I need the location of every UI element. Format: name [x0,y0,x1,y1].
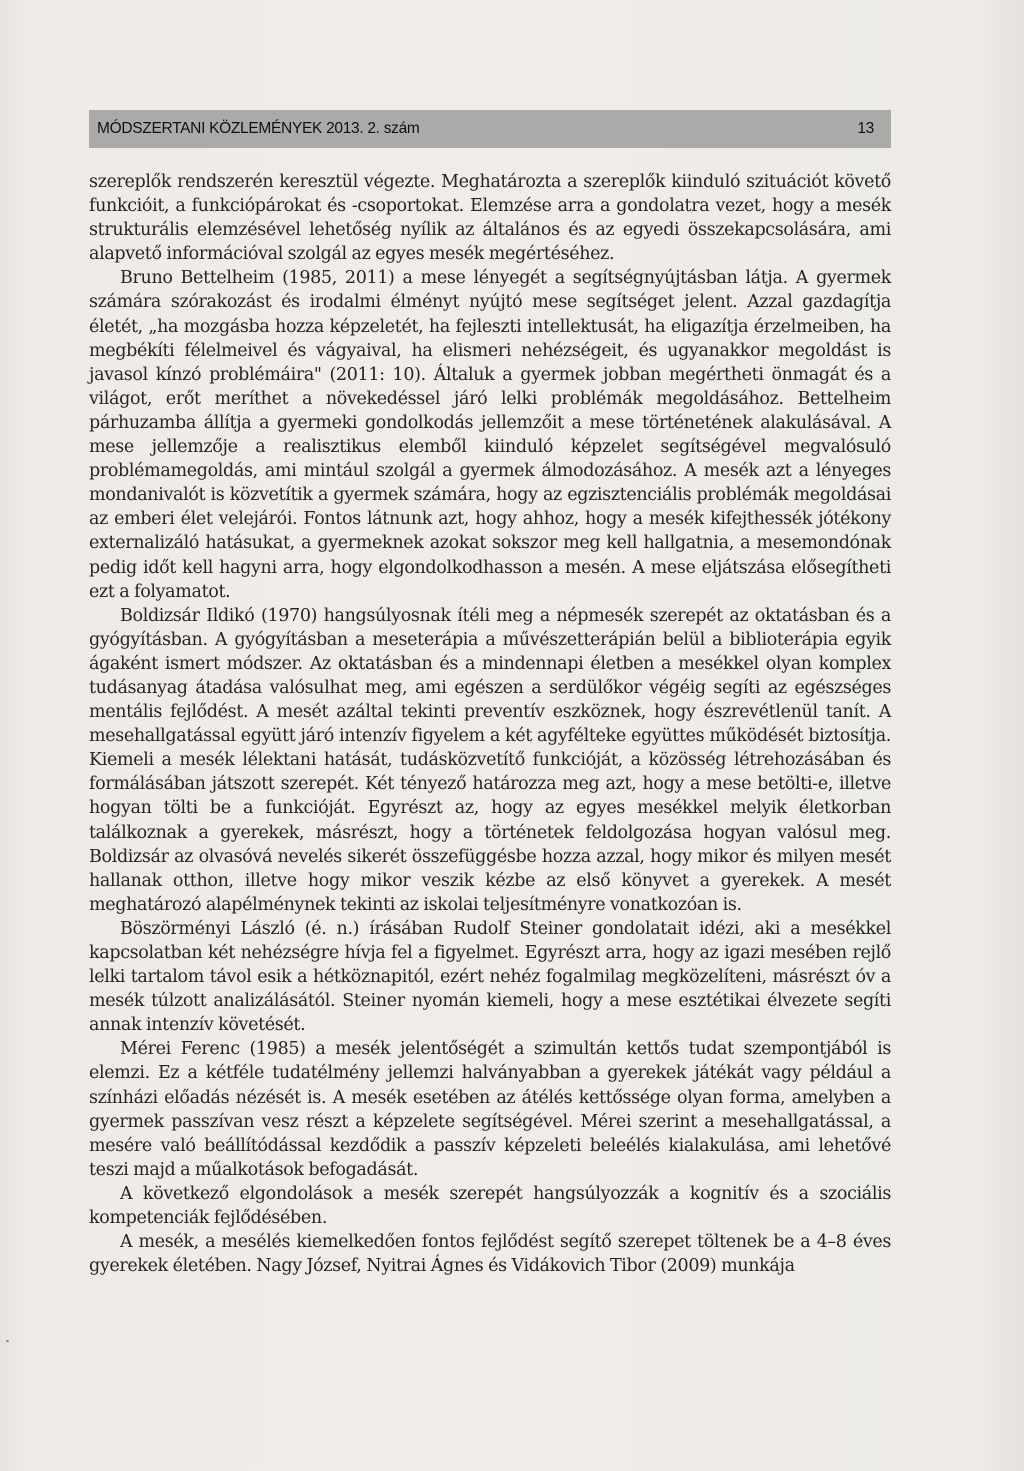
paragraph-boldizsar: Boldizsár Ildikó (1970) hangsúlyosnak ítéli meg a népmesék szerepét az oktatásban és a gyógyításban. A gyógyításban a meseterápia a művészetterápián belül a biblioterápia egyik ágaként ismert módszer. Az oktatásban és a mindennapi életben a mesékkel olyan komplex tudásanyag átadása valósulhat meg, ami egészen a serdülőkor végéig segíti az egészséges mentális fejlődést. A mesét azáltal tekinti preventív eszköznek, hogy észrevétlenül tanít. A mesehallgatással együtt járó intenzív figyelem a két agyfélteke együttes működését biztosítja. Kiemeli a mesék lélektani hatását, tudásközvetítő funkcióját, a közösség létrehozásában és formálásában játszott szerepét. Két tényező határozza meg azt, hogy a mese betölti-e, illetve hogyan tölti be a funkcióját. Egyrészt az, hogy az egyes mesékkel melyik életkorban találkoznak a gyerekek, másrészt, hogy a történetek feldolgozása hogyan valósul meg. Boldizsár az olvasóvá nevelés sikerét összefüggésbe hozza azzal, hogy mikor és milyen mesét hallanak otthon, illetve hogy mikor veszik kézbe az első könyvet a gyerekek. A mesét meghatározó alapélménynek tekinti az iskolai teljesítményre vonatkozóan is. [89,605,891,915]
paragraph-propp-continuation: szereplők rendszerén keresztül végezte. Meghatározta a szereplők kiinduló szituációt követő funkcióit, a funkciópárokat és -csoportokat. Elemzése arra a gondolatra vezet, hogy a mesék strukturális elemzésével lehetőség nyílik az általános és az egyedi összekapcsolására, ami alapvető információval szolgál az egyes mesék megértéséhez. [89,172,891,265]
body-text [89,170,891,1278]
page-number: 13 [857,120,874,137]
running-title: MÓDSZERTANI KÖZLEMÉNYEK 2013. 2. szám [97,120,420,137]
paragraph-boszormenyi: Böszörményi László (é. n.) írásában Rudolf Steiner gondolatait idézi, aki a mesékkel kapcsolatban két nehézségre hívja fel a figyelmet. Egyrészt arra, hogy az igazi mesében rejlő lelki tartalom távol esik a hétköznapitól, ezért nehéz fogalmilag megközelíteni, másrészt óv a mesék túlzott analizálásától. Steiner nyomán kiemeli, hogy a mese esztétikai élvezete segíti annak intenzív követését. [89,918,891,1036]
scan-speck [6,1340,9,1342]
paragraph-cognitive-social: A következő elgondolások a mesék szerepét hangsúlyozzák a kognitív és a szociális kompetenciák fejlődésében. [89,1183,891,1229]
paragraph-bettelheim: Bruno Bettelheim (1985, 2011) a mese lényegét a segítségnyújtásban látja. A gyermek számára szórakozást és irodalmi élményt nyújtó mese segítséget jelent. Azzal gazdagítja életét, „ha mozgásba hozza képzeletét, ha fejleszti intellektusát, ha eligazítja érzelmeiben, ha megbékíti félelmeivel és vágyaival, ha elismeri nehézségeit, és ugyanakkor megoldást is javasol kínzó problémáira" (2011: 10). Általuk a gyermek jobban megértheti önmagát és a világot, erőt meríthet a növekedéssel járó lelki problémák megoldásához. Bettelheim párhuzamba állítja a gyermeki gondolkodás jellemzőit a mese történetének alakulásával. A mese jellemzője a realisztikus elemből kiinduló képzelet segítségével megvalósuló problémamegoldás, ami mintául szolgál a gyermek álmodozásához. A mesék azt a lényeges mondanivalót is közvetítik a gyermek számára, hogy az egzisztenciális problémák megoldásai az emberi élet velejárói. Fontos látnunk azt, hogy ahhoz, hogy a mesék kifejthessék jótékony externalizáló hatásukat, a gyermeknek azokat sokszor meg kell hallgatnia, a mesemondónak pedig időt kell hagyni arra, hogy elgondolkodhasson a mesén. A mese eljátszása elősegítheti ezt a folyamatot. [89,268,891,602]
running-header [89,110,891,148]
paragraph-nagy-nyitrai-vidakovich: A mesék, a mesélés kiemelkedően fontos fejlődést segítő szerepet töltenek be a 4–8 éves gyerekek életében. Nagy József, Nyitrai Ágnes és Vidákovich Tibor (2009) munkája [89,1232,891,1277]
paragraph-merei: Mérei Ferenc (1985) a mesék jelentőségét a szimultán kettős tudat szempontjából is elemzi. Ez a kétféle tudatélmény jellemzi halványabban a gyerekek játékát vagy például a színházi előadás nézését is. A mesék esetében az átélés kettőssége olyan forma, amelyben a gyermek passzívan vesz részt a képzelete segítségével. Mérei szerint a mesehallgatással, a mesére való beállítódással kezdődik a passzív képzeleti beleélés kialakulása, ami lehetővé teszi majd a műalkotások befogadását. [89,1039,891,1180]
